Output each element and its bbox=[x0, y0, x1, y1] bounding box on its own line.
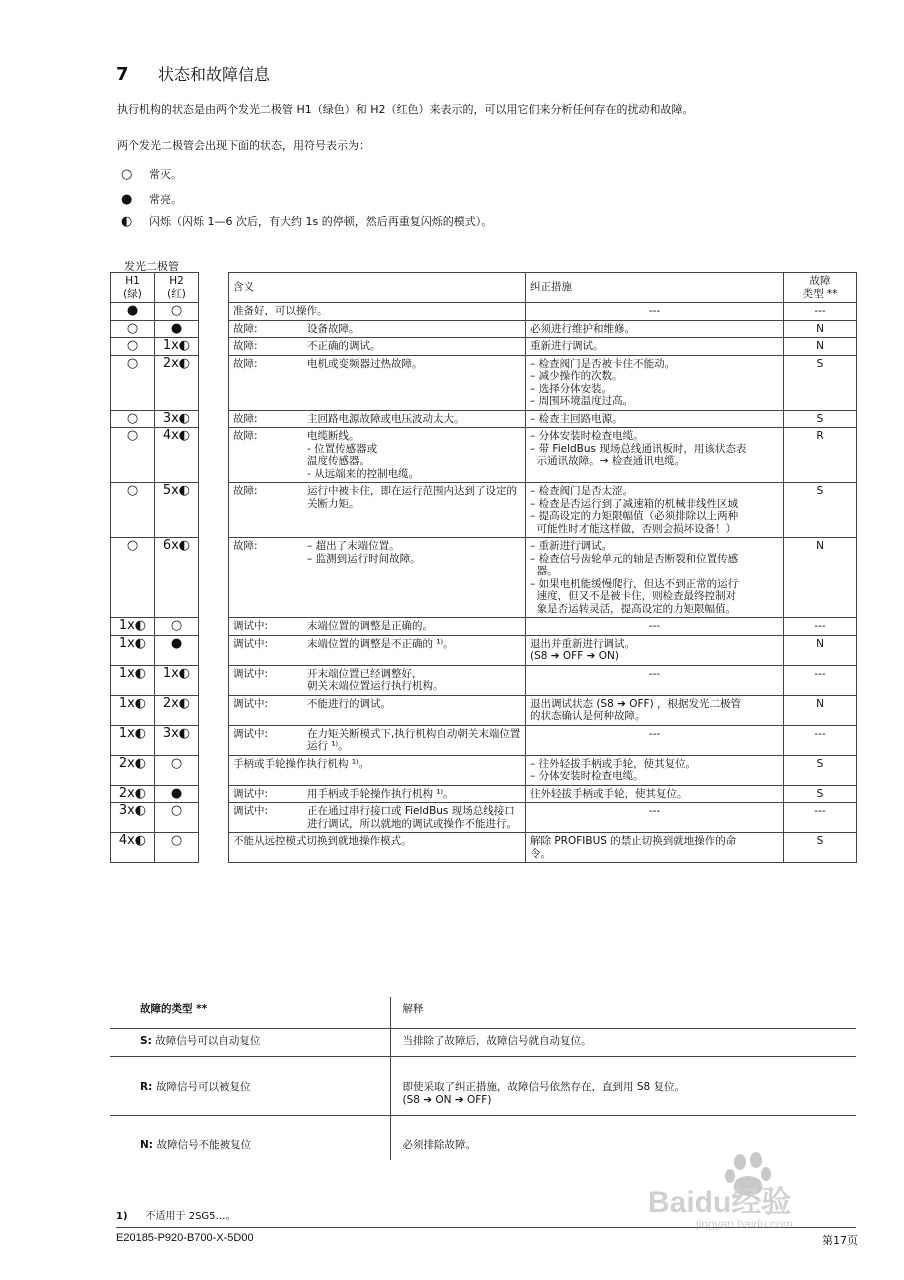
table-row bbox=[111, 695, 857, 725]
fault-type-cell: R bbox=[784, 428, 857, 483]
h1-state: 2x◐ bbox=[111, 785, 155, 803]
h2-state: ● bbox=[155, 785, 199, 803]
table-row bbox=[111, 833, 857, 863]
doc-id: E20185-P920-B700-X-5D00 bbox=[116, 1232, 254, 1244]
h2-state: 5x◐ bbox=[155, 483, 199, 538]
table-row bbox=[111, 635, 857, 665]
fault-types-head-right: 解释 bbox=[390, 997, 856, 1029]
legend-blink bbox=[121, 215, 492, 229]
fault-type-cell: S bbox=[784, 785, 857, 803]
fix-cell: 必须进行维护和维修。 bbox=[526, 320, 784, 338]
h1-state: ○ bbox=[111, 538, 155, 618]
svg-text:Baidu经验: Baidu经验 bbox=[648, 1186, 792, 1219]
type-header: 故障 类型 ** bbox=[784, 273, 857, 303]
table-row bbox=[111, 725, 857, 755]
meaning-cell: 不能从远控模式切换到就地操作模式。 bbox=[229, 833, 526, 863]
h2-state: 4x◐ bbox=[155, 428, 199, 483]
meaning-cell: 调试中: 在力矩关断模式下,执行机构自动朝关末端位置运行 ¹⁾。 bbox=[229, 725, 526, 755]
fault-type-cell: N bbox=[784, 338, 857, 356]
fix-cell: 退出调试状态 (S8 ➔ OFF) ，根据发光二极管 的状态确认是何种故障。 bbox=[526, 695, 784, 725]
fix-header: 纠正措施 bbox=[526, 273, 784, 303]
h1-state: 1x◐ bbox=[111, 665, 155, 695]
fault-type-cell: S bbox=[784, 833, 857, 863]
meaning-cell: 调试中: 开末端位置已经调整好， 朝关末端位置运行执行机构。 bbox=[229, 665, 526, 695]
h2-state: 2x◐ bbox=[155, 695, 199, 725]
fix-cell: --- bbox=[526, 725, 784, 755]
h1-state: ○ bbox=[111, 320, 155, 338]
table-row bbox=[111, 803, 857, 833]
h2-state: 1x◐ bbox=[155, 665, 199, 695]
h1-state: ○ bbox=[111, 428, 155, 483]
h2-state: 1x◐ bbox=[155, 338, 199, 356]
fault-type-row bbox=[110, 1075, 856, 1116]
fix-cell: 往外轻拔手柄或手轮，使其复位。 bbox=[526, 785, 784, 803]
meaning-cell: 调试中: 末端位置的调整是正确的。 bbox=[229, 618, 526, 636]
table-row bbox=[111, 338, 857, 356]
fix-cell: – 检查阀门是否太涩。 – 检查是否运行到了减速箱的机械非线性区域 – 提高设定的力矩限幅值（必须排除以上两种 可能性时才能这样做，否则会损坏设备！） bbox=[526, 483, 784, 538]
h1-state: 1x◐ bbox=[111, 695, 155, 725]
table-row bbox=[111, 355, 857, 410]
legend-off bbox=[121, 168, 182, 182]
fault-type-cell: --- bbox=[784, 803, 857, 833]
fault-type-cell: N bbox=[784, 538, 857, 618]
fault-type-description: 必须排除故障。 bbox=[402, 1139, 476, 1151]
h1-state: ○ bbox=[111, 483, 155, 538]
fault-type-label: R: 故障信号可以被复位 bbox=[110, 1075, 390, 1116]
meaning-cell: 故障: 不正确的调试。 bbox=[229, 338, 526, 356]
fix-cell: 解除 PROFIBUS 的禁止切换到就地操作的命 令。 bbox=[526, 833, 784, 863]
fault-type-cell: S bbox=[784, 355, 857, 410]
meaning-cell: 准备好，可以操作。 bbox=[229, 303, 526, 321]
fault-type-cell: --- bbox=[784, 618, 857, 636]
h1-state: 3x◐ bbox=[111, 803, 155, 833]
meaning-cell: 调试中: 不能进行的调试。 bbox=[229, 695, 526, 725]
h2-state: 2x◐ bbox=[155, 355, 199, 410]
h2-state: 3x◐ bbox=[155, 410, 199, 428]
fix-cell: --- bbox=[526, 618, 784, 636]
baidu-watermark-logo bbox=[640, 1150, 850, 1230]
led-on-icon: ● bbox=[121, 192, 133, 207]
meaning-cell: 调试中: 末端位置的调整是不正确的 ¹⁾。 bbox=[229, 635, 526, 665]
fix-cell: --- bbox=[526, 303, 784, 321]
fault-type-label: S: 故障信号可以自动复位 bbox=[110, 1029, 390, 1057]
table-header-row bbox=[111, 273, 857, 303]
fault-type-row bbox=[110, 1029, 856, 1057]
footnote-text: 不适用于 2SG5…。 bbox=[145, 1211, 236, 1222]
fault-type-label: N: 故障信号不能被复位 bbox=[110, 1133, 390, 1160]
table-row bbox=[111, 483, 857, 538]
h2-state: ○ bbox=[155, 618, 199, 636]
fix-cell: – 重新进行调试。 – 检查信号齿轮单元的轴是否断裂和位置传感 器。 – 如果电机能缓慢爬行，但达不到正常的运行 速度，但又不是被卡住，则检查最终控制对 象是否运转灵活，提高设定的力矩限幅值。 bbox=[526, 538, 784, 618]
h1-state: 1x◐ bbox=[111, 635, 155, 665]
led-caption: 发光二极管 bbox=[124, 260, 179, 273]
meaning-cell: 调试中: 正在通过串行接口或 FieldBus 现场总线接口进行调试，所以就地的调试或操作不能进行。 bbox=[229, 803, 526, 833]
table-row bbox=[111, 410, 857, 428]
fault-types-table bbox=[110, 997, 856, 1160]
table-row bbox=[111, 538, 857, 618]
fix-cell: 重新进行调试。 bbox=[526, 338, 784, 356]
meaning-header: 含义 bbox=[229, 273, 526, 303]
fault-type-cell: S bbox=[784, 410, 857, 428]
led-blink-icon: ◐ bbox=[121, 214, 133, 229]
h2-state: ● bbox=[155, 320, 199, 338]
intro-paragraph-2: 两个发光二极管会出现下面的状态，用符号表示为： bbox=[117, 139, 370, 152]
h2-state: 3x◐ bbox=[155, 725, 199, 755]
intro-paragraph: 执行机构的状态是由两个发光二极管 H1（绿色）和 H2（红色）来表示的，可以用它们来分析任何存在的扰动和故障。 bbox=[117, 103, 694, 116]
h2-state: 6x◐ bbox=[155, 538, 199, 618]
h2-state: ○ bbox=[155, 833, 199, 863]
meaning-cell: 故障: – 超出了末端位置。 – 监测到运行时间故障。 bbox=[229, 538, 526, 618]
led-off-icon: ○ bbox=[121, 167, 133, 182]
fault-type-cell: --- bbox=[784, 665, 857, 695]
fix-cell: – 分体安装时检查电缆。 – 带 FieldBus 现场总线通讯板时，用该状态表 示通讯故障。→ 检查通讯电缆。 bbox=[526, 428, 784, 483]
table-row bbox=[111, 428, 857, 483]
fix-cell: --- bbox=[526, 665, 784, 695]
section-number: 7 bbox=[116, 64, 129, 85]
fault-type-cell: N bbox=[784, 320, 857, 338]
h1-state: ○ bbox=[111, 410, 155, 428]
h1-state: 2x◐ bbox=[111, 755, 155, 785]
fix-cell: – 往外轻拔手柄或手轮，使其复位。 – 分体安装时检查电缆。 bbox=[526, 755, 784, 785]
table-row bbox=[111, 303, 857, 321]
meaning-cell: 调试中: 用手柄或手轮操作执行机构 ¹⁾。 bbox=[229, 785, 526, 803]
fault-type-cell: S bbox=[784, 755, 857, 785]
h1-state: ○ bbox=[111, 355, 155, 410]
legend-off-text: 常灭。 bbox=[149, 168, 182, 181]
legend-on-text: 常亮。 bbox=[149, 193, 182, 206]
meaning-cell: 故障: 设备故障。 bbox=[229, 320, 526, 338]
h2-state: ○ bbox=[155, 303, 199, 321]
legend-blink-text: 闪烁（闪烁 1—6 次后，有大约 1s 的停顿，然后再重复闪烁的模式）。 bbox=[149, 215, 493, 228]
fault-type-cell: N bbox=[784, 635, 857, 665]
section-heading bbox=[116, 62, 270, 85]
fault-type-cell: --- bbox=[784, 725, 857, 755]
fix-cell: – 检查阀门是否被卡住不能动。 – 减少操作的次数。 – 选择分体安装。 – 周围环境温度过高。 bbox=[526, 355, 784, 410]
table-row bbox=[111, 755, 857, 785]
fault-type-cell: S bbox=[784, 483, 857, 538]
fix-cell: --- bbox=[526, 803, 784, 833]
h2-header: H2 (红) bbox=[155, 273, 199, 303]
meaning-cell: 故障: 主回路电源故障或电压波动太大。 bbox=[229, 410, 526, 428]
h2-state: ○ bbox=[155, 755, 199, 785]
svg-text:jingyan.baidu.com: jingyan.baidu.com bbox=[696, 1217, 793, 1230]
legend-on bbox=[121, 193, 182, 207]
h1-header: H1 (绿) bbox=[111, 273, 155, 303]
footnote bbox=[116, 1207, 236, 1222]
meaning-cell: 故障: 运行中被卡住，即在运行范围内达到了设定的关断力矩。 bbox=[229, 483, 526, 538]
fix-cell: 退出并重新进行调试。 (S8 ➔ OFF ➔ ON) bbox=[526, 635, 784, 665]
fault-type-description: 当排除了故障后，故障信号就自动复位。 bbox=[402, 1035, 592, 1047]
footnote-mark: 1) bbox=[116, 1211, 128, 1222]
fault-types-head-left: 故障的类型 ** bbox=[110, 997, 390, 1029]
fault-type-cell: N bbox=[784, 695, 857, 725]
fault-type-cell: --- bbox=[784, 303, 857, 321]
h2-state: ○ bbox=[155, 803, 199, 833]
meaning-cell: 故障: 电缆断线。 - 位置传感器或 温度传感器。 - 从远端来的控制电缆。 bbox=[229, 428, 526, 483]
table-row bbox=[111, 785, 857, 803]
h2-state: ● bbox=[155, 635, 199, 665]
meaning-cell: 故障: 电机或变频器过热故障。 bbox=[229, 355, 526, 410]
table-row bbox=[111, 618, 857, 636]
h1-state: 1x◐ bbox=[111, 618, 155, 636]
fault-types-header bbox=[110, 997, 856, 1029]
h1-state: 4x◐ bbox=[111, 833, 155, 863]
table-row bbox=[111, 320, 857, 338]
fix-cell: – 检查主回路电源。 bbox=[526, 410, 784, 428]
fault-type-description: 即使采取了纠正措施，故障信号依然存在，直到用 S8 复位。 (S8 ➔ ON ➔ OFF) bbox=[402, 1080, 686, 1106]
status-table bbox=[110, 272, 857, 863]
h1-state: ○ bbox=[111, 338, 155, 356]
h1-state: ● bbox=[111, 303, 155, 321]
meaning-cell: 手柄或手轮操作执行机构 ¹⁾。 bbox=[229, 755, 526, 785]
h1-state: 1x◐ bbox=[111, 725, 155, 755]
page-number: 第17页 bbox=[822, 1234, 858, 1247]
table-row bbox=[111, 665, 857, 695]
section-title: 状态和故障信息 bbox=[158, 65, 271, 84]
